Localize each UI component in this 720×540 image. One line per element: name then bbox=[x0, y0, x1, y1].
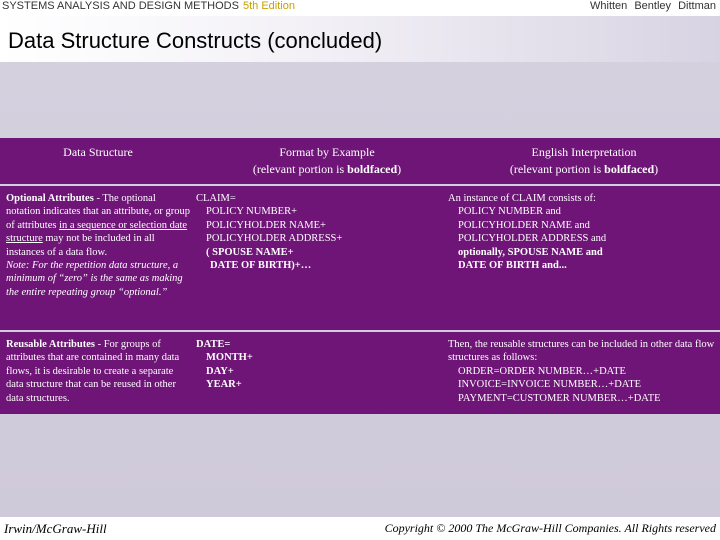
header-format-sub-a: (relevant portion is bbox=[252, 162, 348, 176]
header-format-subtitle bbox=[196, 161, 458, 178]
reusable-attributes-desc: - For groups of attributes that are contained in many data flows, it is desirable to create a separate data structure that can be reused in other data structures. bbox=[6, 339, 180, 404]
header-english-sub-a: (relevant portion is bbox=[509, 162, 605, 176]
optional-attributes-interpretation bbox=[448, 192, 716, 272]
header-english-title: English Interpretation bbox=[531, 145, 637, 159]
interp-line-bold: optionally, SPOUSE NAME and bbox=[458, 246, 603, 258]
title-banner bbox=[0, 16, 720, 62]
example-line-bold: DATE OF BIRTH)+… bbox=[210, 260, 312, 272]
example-line-bold: YEAR+ bbox=[206, 379, 242, 391]
authors-label: Whitten Bentley Dittman bbox=[590, 0, 716, 12]
interp-line: ORDER=ORDER NUMBER…+DATE bbox=[458, 365, 626, 377]
footer-bar bbox=[0, 517, 720, 540]
example-line: POLICYHOLDER NAME+ bbox=[206, 219, 326, 231]
header-english-sub-bold: boldfaced bbox=[604, 162, 655, 176]
header-format-title: Format by Example bbox=[279, 145, 375, 159]
reusable-attributes-name: Reusable Attributes bbox=[6, 339, 95, 350]
example-line: CLAIM= bbox=[196, 193, 236, 204]
table-row-reusable-attributes bbox=[0, 332, 720, 414]
interp-line: An instance of CLAIM consists of: bbox=[448, 193, 596, 204]
edition-label: 5th Edition bbox=[242, 0, 295, 12]
book-title-text: SYSTEMS ANALYSIS AND DESIGN METHODS bbox=[2, 0, 239, 12]
optional-attributes-example bbox=[196, 192, 438, 272]
publisher-label: Irwin/McGraw-Hill bbox=[4, 521, 107, 536]
optional-attributes-name: Optional Attributes bbox=[6, 193, 94, 204]
interp-line: Then, the reusable structures can be included in other data flow structures as follows: bbox=[448, 339, 715, 364]
table-header-row bbox=[0, 138, 720, 184]
constructs-table bbox=[0, 138, 720, 414]
reusable-attributes-description bbox=[6, 338, 192, 405]
header-format-by-example bbox=[196, 144, 458, 178]
interp-line: INVOICE=INVOICE NUMBER…+DATE bbox=[458, 379, 642, 391]
interp-line: POLICY NUMBER and bbox=[458, 206, 561, 218]
copyright-label: Copyright © 2000 The McGraw-Hill Companies. All Rights reserved bbox=[384, 521, 716, 535]
header-data-structure: Data Structure bbox=[63, 145, 133, 159]
table-row-optional-attributes bbox=[0, 186, 720, 330]
reusable-attributes-example bbox=[196, 338, 438, 392]
example-line: POLICYHOLDER ADDRESS+ bbox=[206, 233, 343, 245]
optional-attributes-desc-a: - The optional notation indicates that an attribute, or group of attributes bbox=[6, 193, 190, 231]
optional-attributes-desc-b: may not be included in all instances of a data flow. bbox=[6, 233, 155, 258]
optional-attributes-desc-underlined: in a sequence or selection date structure bbox=[6, 219, 188, 245]
header-bar bbox=[0, 0, 720, 14]
example-line-bold: MONTH+ bbox=[206, 352, 253, 364]
header-format-sub-c: ) bbox=[397, 162, 402, 176]
header-format-sub-bold: boldfaced bbox=[347, 162, 398, 176]
interp-line: POLICYHOLDER ADDRESS and bbox=[458, 233, 607, 245]
interp-line-bold: DATE OF BIRTH and... bbox=[458, 260, 567, 272]
header-english-subtitle bbox=[448, 161, 720, 178]
interp-line: PAYMENT=CUSTOMER NUMBER…+DATE bbox=[458, 392, 661, 404]
optional-attributes-note: Note: For the repetition data structure, a minimum of “zero” is the same as making the entire repeating group “optional.” bbox=[6, 260, 183, 298]
header-english-sub-c: ) bbox=[654, 162, 659, 176]
example-line-bold: DATE= bbox=[196, 339, 231, 350]
interp-line: POLICYHOLDER NAME and bbox=[458, 219, 590, 231]
example-line: POLICY NUMBER+ bbox=[206, 206, 297, 218]
book-title bbox=[2, 0, 295, 12]
header-english-interpretation bbox=[448, 144, 720, 178]
optional-attributes-description bbox=[6, 192, 192, 299]
example-line-bold: DAY+ bbox=[206, 365, 234, 377]
reusable-attributes-interpretation bbox=[448, 338, 716, 405]
example-line-bold: ( SPOUSE NAME+ bbox=[206, 246, 294, 258]
slide-title: Data Structure Constructs (concluded) bbox=[8, 28, 383, 53]
